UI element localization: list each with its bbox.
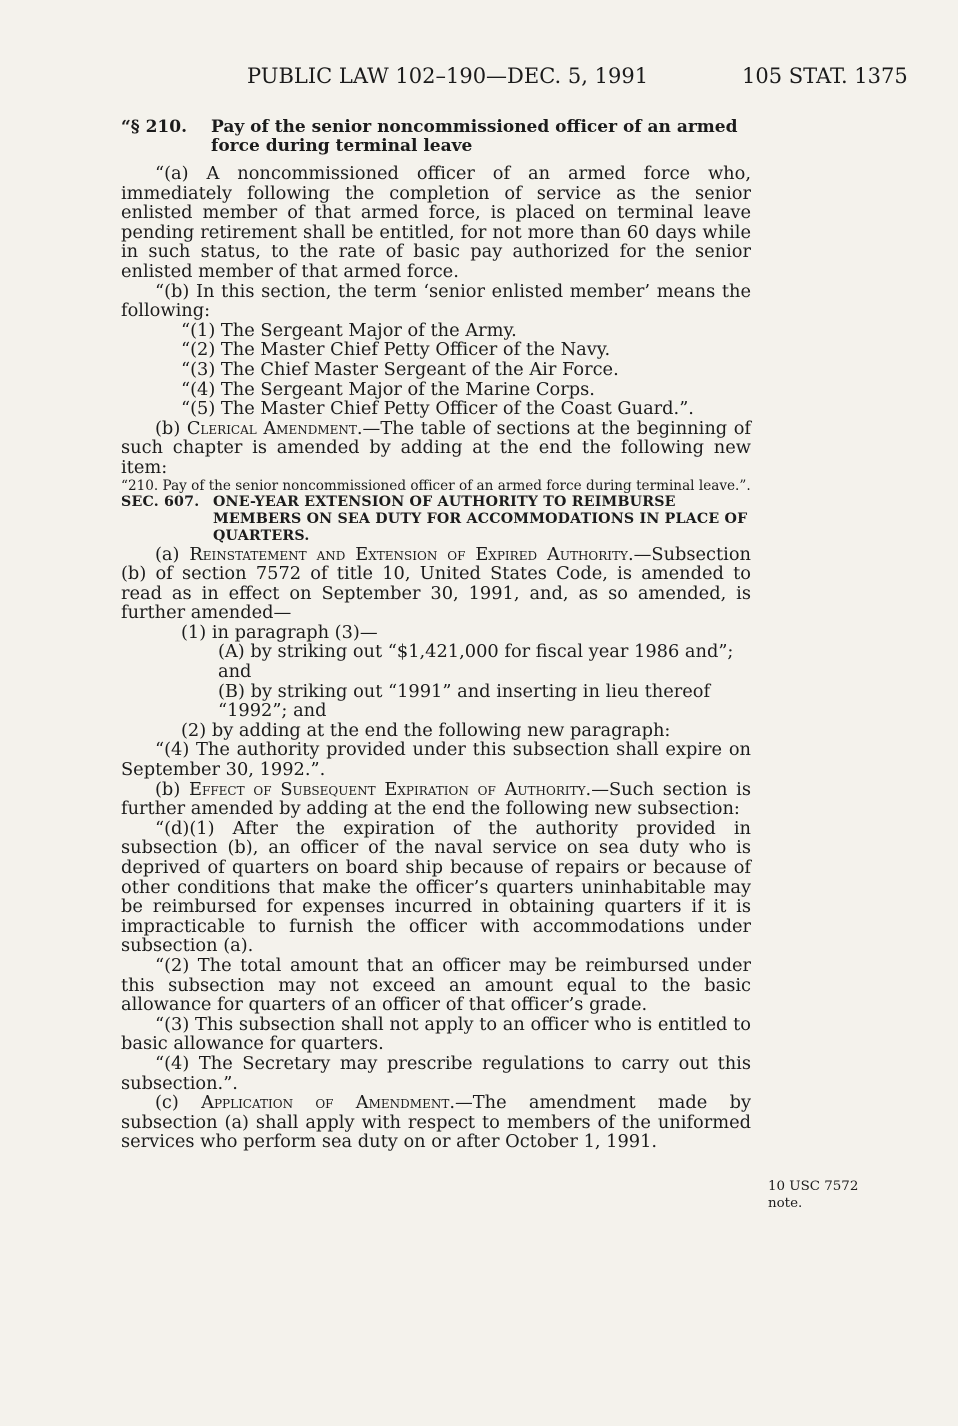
paragraph-1-B-text: (B) by striking out “1991” and inserting in lieu thereof “1992”; and xyxy=(218,680,711,722)
page-header xyxy=(0,64,958,94)
header-stat-page: 105 STAT. 1375 xyxy=(742,64,908,88)
paragraph-1-A-text: (A) by striking out “$1,421,000 for fiscal year 1986 and”; and xyxy=(218,641,734,683)
subsection-c-text: .—The amendment made by subsection (a) shall apply with respect to members of the uniformed services who perform sea duty on or after October 1, 1991. xyxy=(121,1092,751,1153)
new-subsection-d3: “(3) This subsection shall not apply to an officer who is entitled to basic allowance for quarters. xyxy=(121,1013,751,1055)
new-subsection-d1: “(d)(1) After the expiration of the authority provided in subsection (b), an officer of the naval service on sea duty who is deprived of quarters on board ship because of repairs or because of other conditions that make the officer’s quarters uninhabitable may be reimbursed for expenses incurred in obtaining quarters if it is impracticable to furnish the officer with accommodations under subsection (a). xyxy=(121,817,751,957)
paragraph-1: (1) in paragraph (3)— xyxy=(181,621,378,643)
section-210-subsection-a: “(a) A noncommissioned officer of an armed force who, immediately following the completion of service as the senior enlisted member of that armed force, is placed on terminal leave pending retirement shall be entitled, for not more than 60 days while in such status, to the rate of basic pay authorized for the senior enlisted member of that armed force. xyxy=(121,163,751,282)
subsection-a-heading: Reinstatement and Extension of Expired Authority xyxy=(189,543,628,565)
list-item: “(4) The Sergeant Major of the Marine Corps. xyxy=(181,378,595,400)
list-item: “(3) The Chief Master Sergeant of the Air Force. xyxy=(181,358,619,380)
paragraph-2: (2) by adding at the end the following new paragraph: xyxy=(181,719,671,741)
table-of-sections-item: “210. Pay of the senior noncommissioned officer of an armed force during terminal leave.”. xyxy=(121,477,751,494)
list-item: “(2) The Master Chief Petty Officer of the Navy. xyxy=(181,339,611,361)
new-subsection-d4: “(4) The Secretary may prescribe regulations to carry out this subsection.”. xyxy=(121,1052,751,1094)
subsection-b-label: (b) xyxy=(155,778,190,800)
section-607-subsection-c xyxy=(121,1093,751,1152)
subsection-b-text: .—Such section is further amended by adding at the end the following new subsection: xyxy=(121,778,751,820)
clerical-heading: Clerical Amendment xyxy=(186,417,357,439)
subsection-a-label: (a) xyxy=(155,543,190,565)
paragraph-1-B xyxy=(121,682,751,721)
margin-note: 10 USC 7572 note. xyxy=(768,1179,859,1211)
section-210-title: Pay of the senior noncommissioned officer of an armed force during terminal leave xyxy=(211,117,738,156)
clerical-text: .—The table of sections at the beginning of such chapter is amended by adding at the end the following new item: xyxy=(121,417,752,478)
list-item: “(5) The Master Chief Petty Officer of the Coast Guard.”. xyxy=(181,398,694,420)
clerical-amendment xyxy=(121,419,751,478)
paragraph-1-A xyxy=(121,642,751,681)
subsection-c-heading: Application of Amendment xyxy=(201,1092,450,1114)
section-607-title: ONE-YEAR EXTENSION OF AUTHORITY TO REIMBURSE MEMBERS ON SEA DUTY FOR ACCOMMODATIONS IN PLACE OF QUARTERS. xyxy=(213,493,748,544)
section-607-number: SEC. 607. xyxy=(121,493,200,510)
section-607-subsection-a xyxy=(121,545,751,623)
section-210-number: “§ 210. xyxy=(121,117,187,137)
section-607-subsection-b xyxy=(121,780,751,819)
main-column xyxy=(121,118,751,1152)
section-210-subsection-b: “(b) In this section, the term ‘senior enlisted member’ means the following: xyxy=(121,280,751,322)
section-210-heading xyxy=(121,118,751,155)
clerical-label: (b) xyxy=(155,417,187,439)
subsection-a-text: .—Subsection (b) of section 7572 of title 10, United States Code, is amended to read as in effect on September 30, 1991, and, as so amended, is further amended— xyxy=(121,543,751,624)
section-607-heading xyxy=(121,494,751,545)
subsection-c-label: (c) xyxy=(155,1092,202,1114)
paragraph-2-quote: “(4) The authority provided under this subsection shall expire on September 30, 1992.”. xyxy=(121,739,751,781)
header-title: PUBLIC LAW 102–190—DEC. 5, 1991 xyxy=(247,64,649,88)
new-subsection-d2: “(2) The total amount that an officer may be reimbursed under this subsection may not exceed an amount equal to the basic allowance for quarters of an officer of that officer’s grade. xyxy=(121,954,751,1016)
subsection-b-heading: Effect of Subsequent Expiration of Authority xyxy=(189,778,586,800)
list-item: “(1) The Sergeant Major of the Army. xyxy=(181,319,517,341)
